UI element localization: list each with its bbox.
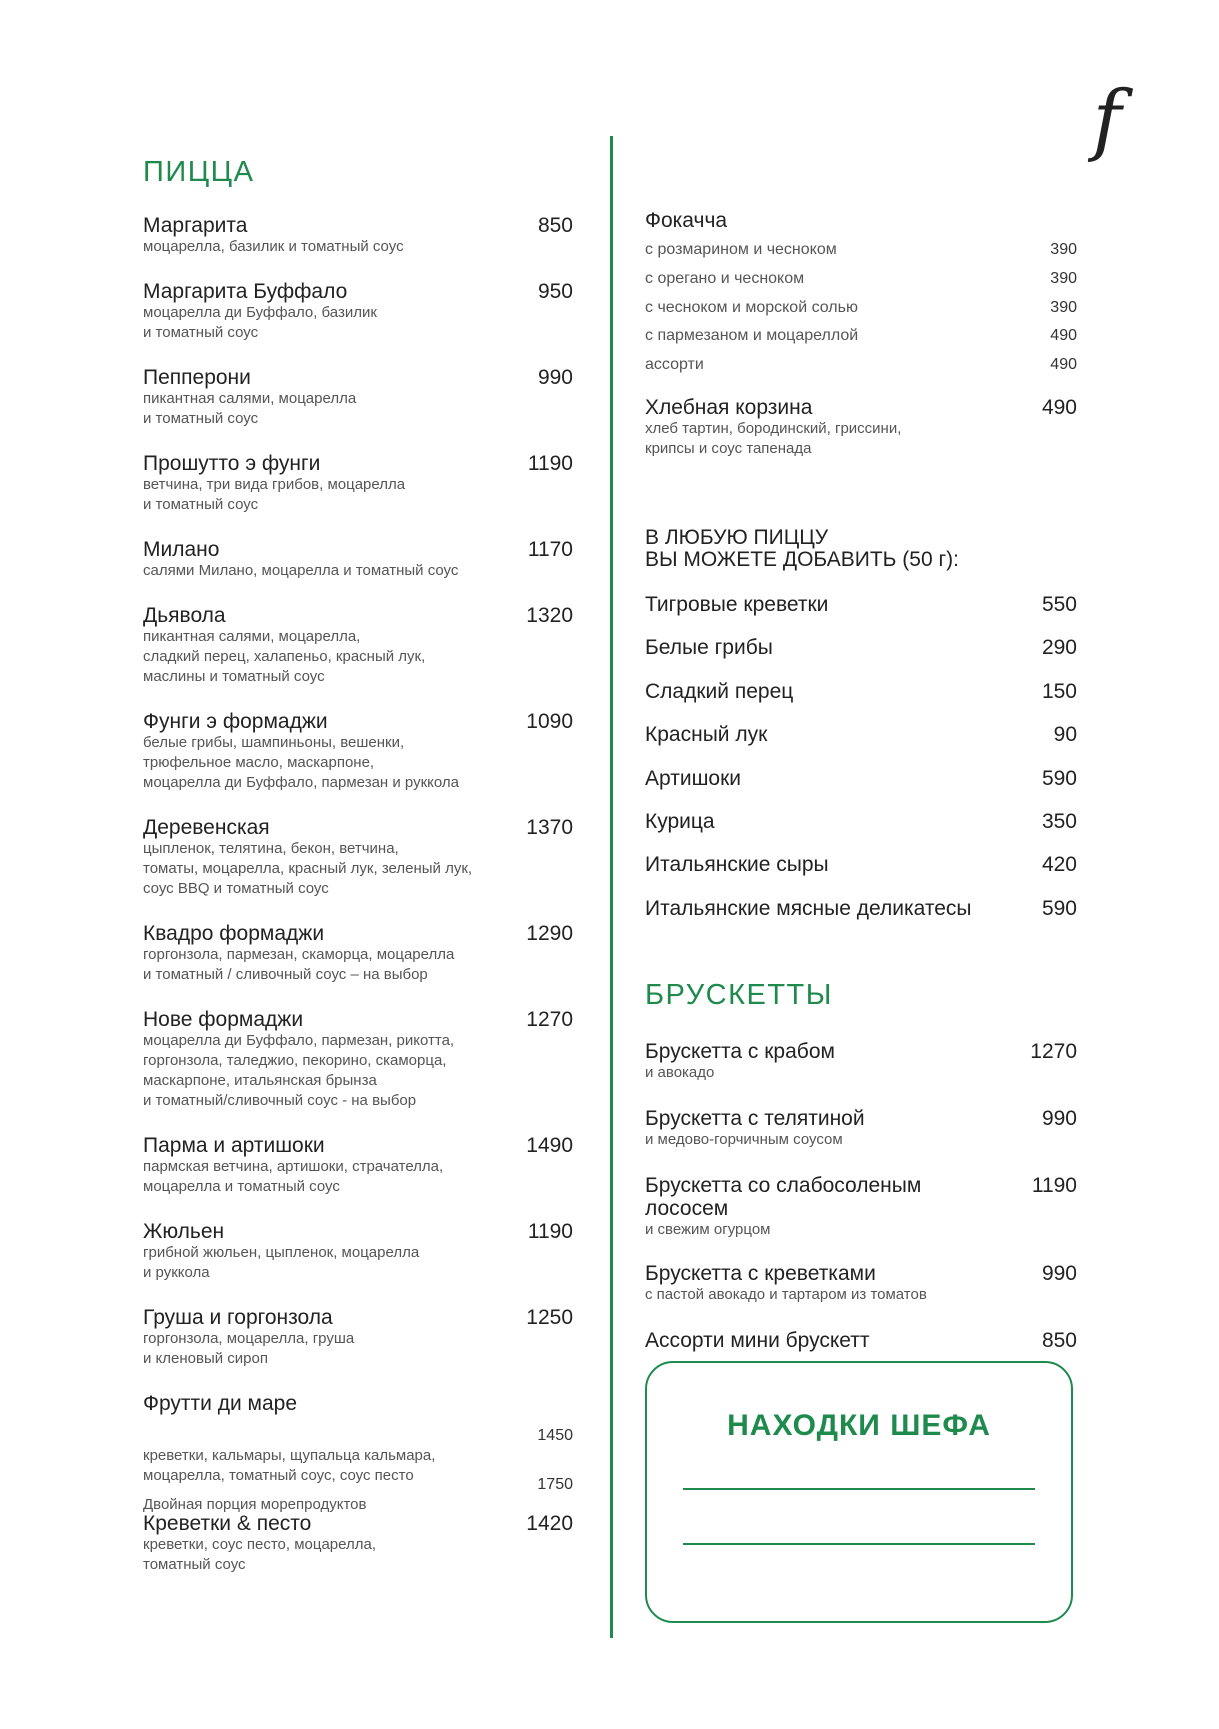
addon-label: Итальянские сыры	[645, 853, 829, 876]
item-name: Деревенская	[143, 816, 270, 839]
item-name: Дьявола	[143, 604, 226, 627]
row-label: ассорти	[645, 356, 704, 373]
addon-label: Курица	[645, 810, 715, 833]
item-desc: ветчина, три вида грибов, моцарелла и томатный соус	[143, 476, 406, 513]
addon-label: Белые грибы	[645, 636, 773, 659]
item-price: 1290	[526, 922, 573, 945]
column-divider	[610, 136, 613, 1638]
item-name: Хлебная корзина	[645, 396, 813, 419]
menu-item	[143, 1134, 573, 1197]
item-desc: пикантная салями, моцарелла, сладкий перец, халапеньо, красный лук, маслины и томатный соус	[143, 628, 426, 685]
addon-row	[645, 810, 1077, 834]
item-name: Пепперони	[143, 366, 251, 389]
chef-finds-box	[645, 1361, 1073, 1623]
row-label: с розмарином и чесноком	[645, 241, 837, 258]
addon-price: 590	[1041, 897, 1077, 920]
item-name: Милано	[143, 538, 220, 561]
addon-row	[645, 680, 1077, 704]
item-desc: пармская ветчина, артишоки, страчателла, моцарелла и томатный соус	[143, 1158, 444, 1195]
addon-row	[645, 767, 1077, 791]
row-label: с чесноком и морской солью	[645, 299, 858, 316]
menu-item	[143, 1306, 573, 1369]
item-price: 1420	[526, 1512, 573, 1535]
item-price: 1190	[527, 1220, 573, 1243]
menu-item	[143, 710, 573, 793]
focaccia-row	[645, 298, 1077, 318]
item-price: 1450	[537, 1427, 573, 1444]
addon-label: Красный лук	[645, 723, 768, 746]
row-label: с пармезаном и моцареллой	[645, 327, 859, 344]
addon-row	[645, 593, 1077, 617]
menu-item	[143, 452, 573, 515]
item-desc: креветки, кальмары, щупальца кальмара, моцарелла, томатный соус, соус песто	[143, 1447, 436, 1484]
addon-row	[645, 853, 1077, 877]
pizza-title: ПИЦЦА	[143, 156, 255, 188]
row-price: 390	[1050, 241, 1077, 258]
item-price: 1490	[526, 1134, 573, 1157]
menu-item-frutti	[143, 1392, 573, 1415]
item-price: 990	[1041, 1107, 1077, 1130]
item-name: Груша и горгонзола	[143, 1306, 333, 1329]
item-price: 850	[1041, 1329, 1077, 1352]
item-name: Креветки & песто	[143, 1512, 312, 1535]
item-desc: цыпленок, телятина, бекон, ветчина, томаты, моцарелла, красный лук, зеленый лук, соус BBQ и томатный соус	[143, 840, 473, 897]
item-desc: хлеб тартин, бородинский, гриссини, крипсы и соус тапенада	[645, 420, 902, 457]
addon-price: 350	[1041, 810, 1077, 833]
item-desc: креветки, соус песто, моцарелла, томатный соус	[143, 1536, 377, 1573]
addon-price: 420	[1041, 853, 1077, 876]
item-price: 1190	[1031, 1174, 1077, 1197]
item-name: Парма и артишоки	[143, 1134, 325, 1157]
addon-label: Артишоки	[645, 767, 742, 790]
item-name: Фокачча	[645, 209, 728, 232]
item-desc: горгонзола, моцарелла, груша и кленовый сироп	[143, 1330, 355, 1367]
item-desc: белые грибы, шампиньоны, вешенки, трюфельное масло, маскарпоне, моцарелла ди Буффало, пармезан и руккола	[143, 734, 459, 791]
item-name: Нове формаджи	[143, 1008, 304, 1031]
menu-item	[143, 1220, 573, 1283]
row-label: с орегано и чесноком	[645, 270, 805, 287]
row-price: 490	[1050, 327, 1077, 344]
item-price: 1370	[526, 816, 573, 839]
item-name: Фрутти ди маре	[143, 1392, 298, 1415]
focaccia-row	[645, 326, 1077, 346]
menu-item	[143, 214, 573, 257]
item-name: Фунги э формаджи	[143, 710, 328, 733]
row-price: 390	[1050, 270, 1077, 287]
item-price: 1270	[526, 1008, 573, 1031]
addon-price: 550	[1041, 593, 1077, 616]
item-desc: моцарелла ди Буффало, пармезан, рикотта, горгонзола, таледжио, пекорино, скаморца, маскарпоне, итальянская брынза и томатный/сливочный соус - на выбор	[143, 1032, 455, 1109]
focaccia-row	[645, 355, 1077, 375]
bread-item	[645, 396, 1077, 459]
item-name: Брускетта со слабосоленым лососем	[645, 1174, 922, 1220]
item-desc: и медово-горчичным соусом	[645, 1131, 843, 1148]
item-desc: моцарелла ди Буффало, базилик и томатный соус	[143, 304, 377, 341]
focaccia-row	[645, 240, 1077, 260]
item-desc: моцарелла, базилик и томатный соус	[143, 238, 404, 255]
item-name: Ассорти мини брускетт	[645, 1329, 870, 1352]
focaccia-row	[645, 269, 1077, 289]
item-name: Маргарита	[143, 214, 248, 237]
blank-line	[683, 1488, 1035, 1490]
bruschetta-title: БРУСКЕТТЫ	[645, 979, 833, 1011]
addon-price: 290	[1041, 636, 1077, 659]
item-desc: и свежим огурцом	[645, 1221, 771, 1238]
blank-line	[683, 1543, 1035, 1545]
item-price: 990	[537, 366, 573, 389]
double-portion-label: Двойная порция морепродуктов	[143, 1496, 367, 1513]
focaccia-item	[645, 209, 1077, 232]
item-price: 1090	[526, 710, 573, 733]
menu-item	[645, 1174, 1077, 1240]
item-price: 1320	[526, 604, 573, 627]
addon-label: Итальянские мясные деликатесы	[645, 897, 972, 920]
addon-row	[645, 897, 1077, 921]
menu-item	[143, 604, 573, 687]
menu-item	[645, 1262, 1077, 1305]
item-price: 490	[1041, 396, 1077, 419]
menu-item	[143, 1008, 573, 1111]
addon-price: 590	[1041, 767, 1077, 790]
item-price: 1250	[526, 1306, 573, 1329]
logo: f	[1092, 75, 1122, 165]
addon-price: 150	[1041, 680, 1077, 703]
item-name: Квадро формаджи	[143, 922, 325, 945]
menu-item	[143, 816, 573, 899]
menu-item	[143, 538, 573, 581]
addon-row	[645, 636, 1077, 660]
item-desc: с пастой авокадо и тартаром из томатов	[645, 1286, 927, 1303]
item-price: 850	[537, 214, 573, 237]
item-desc: пикантная салями, моцарелла и томатный соус	[143, 390, 357, 427]
menu-item	[645, 1040, 1077, 1083]
row-price: 390	[1050, 299, 1077, 316]
item-desc: и авокадо	[645, 1064, 715, 1081]
addon-price: 90	[1053, 723, 1077, 746]
addon-row	[645, 723, 1077, 747]
item-price: 1270	[1030, 1040, 1077, 1063]
item-name: Жюльен	[143, 1220, 225, 1243]
addon-label: Сладкий перец	[645, 680, 794, 703]
menu-item	[143, 1512, 573, 1575]
addon-label: Тигровые креветки	[645, 593, 829, 616]
addons-title: В ЛЮБУЮ ПИЦЦУ ВЫ МОЖЕТЕ ДОБАВИТЬ (50 г):	[645, 526, 959, 571]
item-name: Брускетта с телятиной	[645, 1107, 865, 1130]
row-price: 490	[1050, 356, 1077, 373]
menu-item	[143, 366, 573, 429]
double-portion-price: 1750	[537, 1476, 573, 1493]
item-desc: салями Милано, моцарелла и томатный соус	[143, 562, 459, 579]
item-price: 1170	[527, 538, 573, 561]
item-name: Брускетта с креветками	[645, 1262, 876, 1285]
chef-finds-title: НАХОДКИ ШЕФА	[727, 1409, 991, 1442]
menu-item	[143, 280, 573, 343]
menu-item	[645, 1107, 1077, 1150]
menu-item	[143, 922, 573, 985]
item-price: 990	[1041, 1262, 1077, 1285]
item-price: 1190	[527, 452, 573, 475]
item-desc: грибной жюльен, цыпленок, моцарелла и руккола	[143, 1244, 420, 1281]
item-name: Брускетта с крабом	[645, 1040, 835, 1063]
item-name: Прошутто э фунги	[143, 452, 321, 475]
item-price: 950	[537, 280, 573, 303]
menu-item	[645, 1329, 1077, 1352]
item-name: Маргарита Буффало	[143, 280, 348, 303]
item-desc: горгонзола, пармезан, скаморца, моцарелла и томатный / сливочный соус – на выбор	[143, 946, 455, 983]
